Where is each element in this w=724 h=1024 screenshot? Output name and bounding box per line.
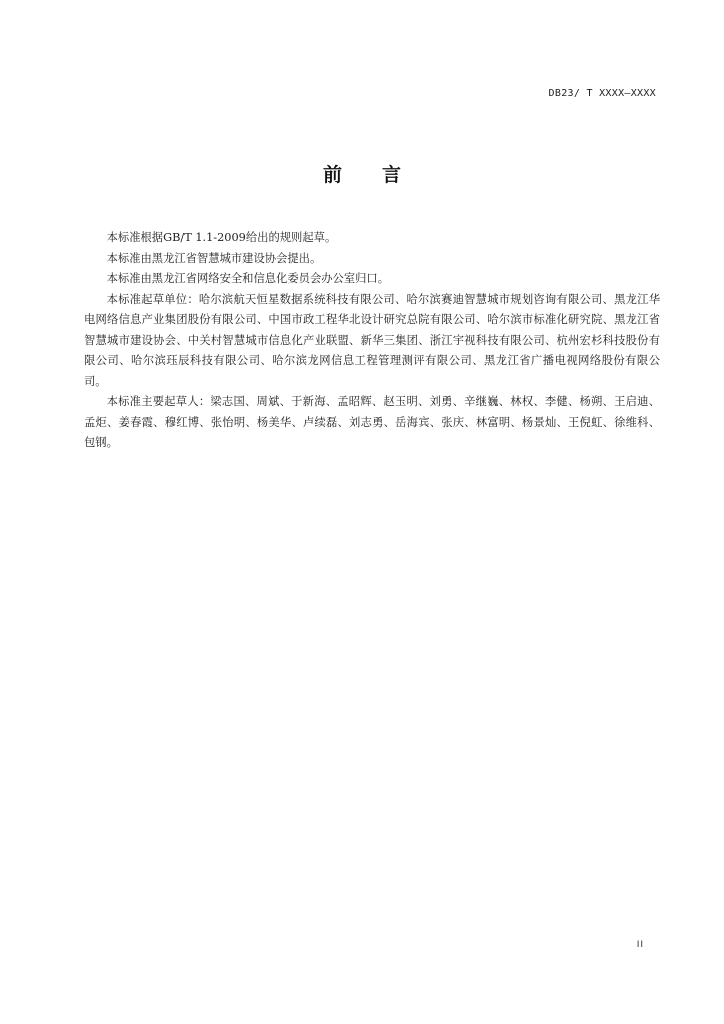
- page-title-char-2: 言: [382, 164, 402, 186]
- paragraph-proposed-by: 本标准由黑龙江省智慧城市建设协会提出。: [106, 251, 322, 265]
- foreword-body: [84, 228, 660, 454]
- document-code: DB23/ T XXXX—XXXX: [548, 88, 656, 99]
- page-number: II: [636, 940, 644, 950]
- page-title-char-1: 前: [322, 164, 342, 186]
- paragraph-centralized-by: 本标准由黑龙江省网络安全和信息化委员会办公室归口。: [106, 272, 390, 285]
- paragraph-drafting-rules: 本标准根据GB/T 1.1-2009给出的规则起草。: [106, 231, 337, 244]
- page-title: [0, 160, 724, 187]
- paragraph-drafting-units: 本标准起草单位：哈尔滨航天恒星数据系统科技有限公司、哈尔滨赛迪智慧城市规划咨询有限公司、黑龙江华电网络信息产业集团股份有限公司、中国市政工程华北设计研究总院有限公司、哈尔滨市标准化研究院、黑龙江省智慧城市建设协会、中关村智慧城市信息化产业联盟、新华三集团、浙江宇视科技有限公司、杭州宏杉科技股份有限公司、哈尔滨珏辰科技有限公司、哈尔滨龙网信息工程管理测评有限公司、黑龙江省广播电视网络股份有限公司。: [84, 292, 660, 388]
- paragraph-main-drafters: 本标准主要起草人：梁志国、周斌、于新海、孟昭辉、赵玉明、刘勇、辛继巍、林权、李健、杨朔、王启迪、孟炬、姜春霞、穆红博、张怡明、杨美华、卢续磊、刘志勇、岳海宾、张庆、林富明、杨景灿、王倪虹、徐维科、包钢。: [84, 395, 660, 449]
